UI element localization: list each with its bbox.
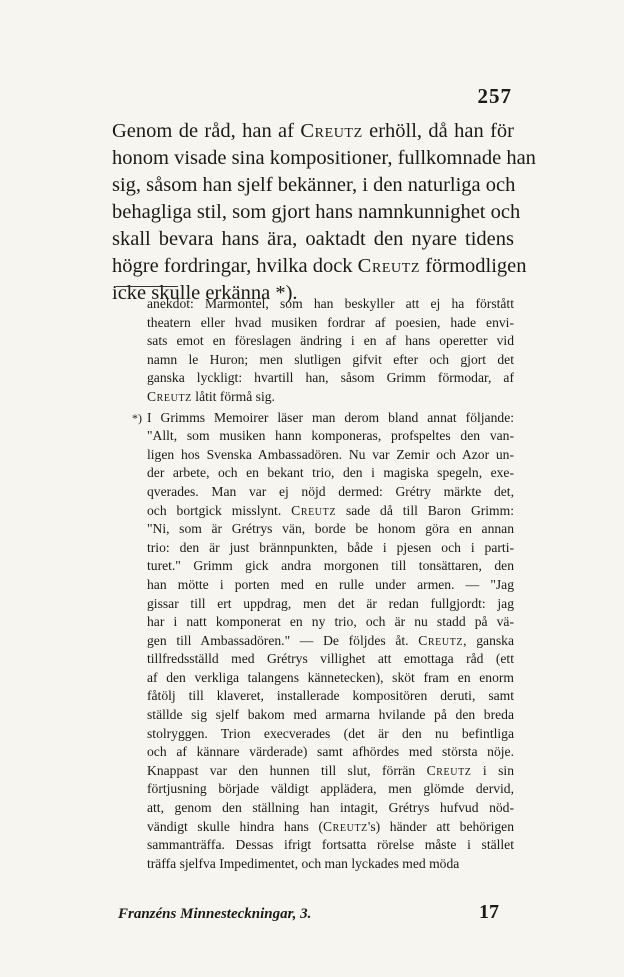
main-text-line bbox=[112, 226, 514, 253]
text-run: turet." Grimm gick andra morgonen till tonsättaren, den bbox=[147, 558, 514, 574]
text-run: har i natt komponerat en ny trio, och är nu stadd på vä- bbox=[147, 614, 514, 630]
footnote bbox=[132, 409, 515, 874]
text-run: Knappast var den hunnen till slut, förrän bbox=[147, 762, 427, 778]
footnote-line bbox=[147, 650, 514, 669]
text-run: theatern eller hvad musiken fordrar af poesien, hade envi- bbox=[147, 314, 514, 330]
text-run: gen till Ambassadören." — De följdes åt. bbox=[147, 632, 419, 648]
footnote-line bbox=[147, 446, 514, 465]
text-run: namn le Huron; men slutligen gifvit efter och gjort det bbox=[147, 351, 514, 367]
text-run: han mötte i porten med en rulle under armen. — "Jag bbox=[147, 576, 514, 592]
name-smallcaps: Creutz bbox=[300, 120, 363, 142]
footnote-rule bbox=[116, 286, 178, 287]
name-smallcaps: Creutz bbox=[147, 388, 192, 404]
name-smallcaps: Creutz bbox=[291, 502, 337, 518]
text-run: trio: den är just brännpunkten, både i pjesen och i parti- bbox=[147, 539, 514, 555]
text-run: ligen hos Svenska Ambassadören. Nu var Zemir och Azor un- bbox=[147, 446, 514, 462]
footnote-line bbox=[147, 332, 514, 351]
footnote-line bbox=[147, 632, 514, 651]
footnote-line bbox=[147, 369, 514, 388]
text-run: gissar till ert uppdrag, men det är redan fullgjordt: jag bbox=[147, 595, 514, 611]
footnote-continued bbox=[147, 295, 514, 407]
footnote-line bbox=[147, 502, 514, 521]
main-text bbox=[112, 118, 536, 307]
footnote-line bbox=[147, 427, 514, 446]
text-run: icke skulle erkänna *). bbox=[112, 282, 298, 304]
text-run: sammanträffa. Dessas ifrigt fortsatta rörelse måste i stället bbox=[147, 837, 514, 853]
footnote-line bbox=[147, 295, 514, 314]
text-run: förtjusning började väldigt applädera, men glömde dervid, bbox=[147, 781, 514, 797]
text-run: i sin bbox=[471, 762, 514, 778]
text-run: , ganska bbox=[463, 632, 514, 648]
footnote-line bbox=[147, 388, 514, 407]
text-run: 's) händer att behörigen bbox=[367, 818, 515, 834]
footnote-line bbox=[147, 314, 514, 333]
text-run: stolryggen. Trion execverades (det är den nu befintliga bbox=[147, 725, 514, 741]
text-run: träffa sjelfva Impedimentet, och man lyckades med möda bbox=[147, 855, 460, 871]
text-run: erhöll, då han för bbox=[362, 120, 515, 142]
text-run: honom visade sina kompositioner, fullkomnade han bbox=[112, 147, 536, 169]
footnote-line bbox=[147, 409, 514, 428]
footnote-line bbox=[147, 687, 514, 706]
footnote-line bbox=[147, 576, 514, 595]
footnote-line bbox=[147, 464, 514, 483]
name-smallcaps: Creutz bbox=[357, 255, 421, 277]
footnote-line bbox=[147, 613, 514, 632]
text-run: högre fordringar, hvilka dock bbox=[112, 255, 358, 277]
footnotes bbox=[132, 295, 515, 873]
footnote-line bbox=[147, 855, 514, 874]
text-run: sade då till Baron Grimm: bbox=[336, 502, 514, 518]
text-run: skall bevara hans ära, oaktadt den nyare tidens bbox=[112, 228, 514, 250]
text-run: förmodligen bbox=[420, 255, 527, 277]
name-smallcaps: Creutz bbox=[323, 818, 368, 834]
name-smallcaps: Creutz bbox=[426, 762, 472, 778]
text-run: låtit förmå sig. bbox=[191, 388, 275, 404]
text-run: anekdot: Marmontel, som han beskyller att ej ha förstått bbox=[147, 296, 514, 311]
footnote-line bbox=[147, 799, 514, 818]
text-run: ganska lyckligt: hvartill han, såsom Grimm förmodar, af bbox=[147, 370, 514, 386]
text-run: och af kännare värderade) samt afhördes med största nöje. bbox=[147, 744, 514, 760]
page-number: 257 bbox=[477, 84, 512, 108]
footnote-line bbox=[147, 818, 514, 837]
text-run: "Ni, som är Grétrys vän, borde be honom göra en annan bbox=[147, 521, 514, 537]
text-run: I Grimms Memoirer läser man derom bland annat följande: bbox=[147, 409, 514, 425]
text-run: "Allt, som musiken hann komponeras, profspeltes den van- bbox=[147, 428, 514, 444]
text-run: tillfredsställd med Grétrys villighet att emottaga råd (ett bbox=[147, 651, 514, 667]
text-run: att, genom den ställning han intagit, Grétrys hufvud nöd- bbox=[147, 800, 514, 816]
text-run: der arbete, och en bekant trio, den i magiska spegeln, exe- bbox=[147, 465, 514, 481]
text-run: sig, såsom han sjelf bekänner, i den naturliga och bbox=[112, 174, 516, 196]
footnote-line bbox=[147, 743, 514, 762]
text-run: och bortgick misslynt. bbox=[147, 502, 292, 518]
footnote-line bbox=[147, 595, 514, 614]
sheet-number: 17 bbox=[479, 901, 499, 923]
text-run: behagliga stil, som gjort hans namnkunnighet och bbox=[112, 201, 521, 223]
footnote-line bbox=[147, 557, 514, 576]
footnote-line bbox=[147, 669, 514, 688]
footnote-marker: *) bbox=[132, 410, 142, 425]
footnote-line bbox=[147, 762, 514, 781]
text-run: ställde sig sjelf bakom med armarna hvilande på den breda bbox=[147, 707, 514, 723]
main-text-line bbox=[112, 118, 514, 145]
text-run: Genom de råd, han af bbox=[112, 120, 301, 142]
footnote-line bbox=[147, 520, 514, 539]
main-text-line bbox=[112, 172, 514, 199]
main-text-line bbox=[112, 199, 521, 226]
footnote-line bbox=[147, 836, 514, 855]
text-run: vändigt skulle hindra hans ( bbox=[147, 818, 323, 834]
main-text-line bbox=[112, 145, 536, 172]
main-text-line bbox=[112, 253, 527, 280]
text-run: qverades. Man var ej nöjd dermed: Grétry märkte det, bbox=[147, 483, 514, 499]
footnote-line bbox=[147, 706, 514, 725]
signature-mark: Franzéns Minnesteckningar, 3. bbox=[118, 906, 312, 922]
footnote-line bbox=[147, 725, 514, 744]
name-smallcaps: Creutz bbox=[418, 632, 464, 648]
footnote-line bbox=[147, 483, 514, 502]
text-run: fåtölj till klaveret, installerade kompositören deruti, samt bbox=[147, 688, 514, 704]
footnote-line bbox=[147, 780, 514, 799]
footnote-line bbox=[147, 351, 514, 370]
text-run: sats emot en föreslagen ändring i en af hans operetter vid bbox=[147, 333, 514, 349]
footnote-line bbox=[147, 539, 514, 558]
text-run: af den verkliga talangens kännetecken), sköt fram en enorm bbox=[147, 669, 514, 685]
